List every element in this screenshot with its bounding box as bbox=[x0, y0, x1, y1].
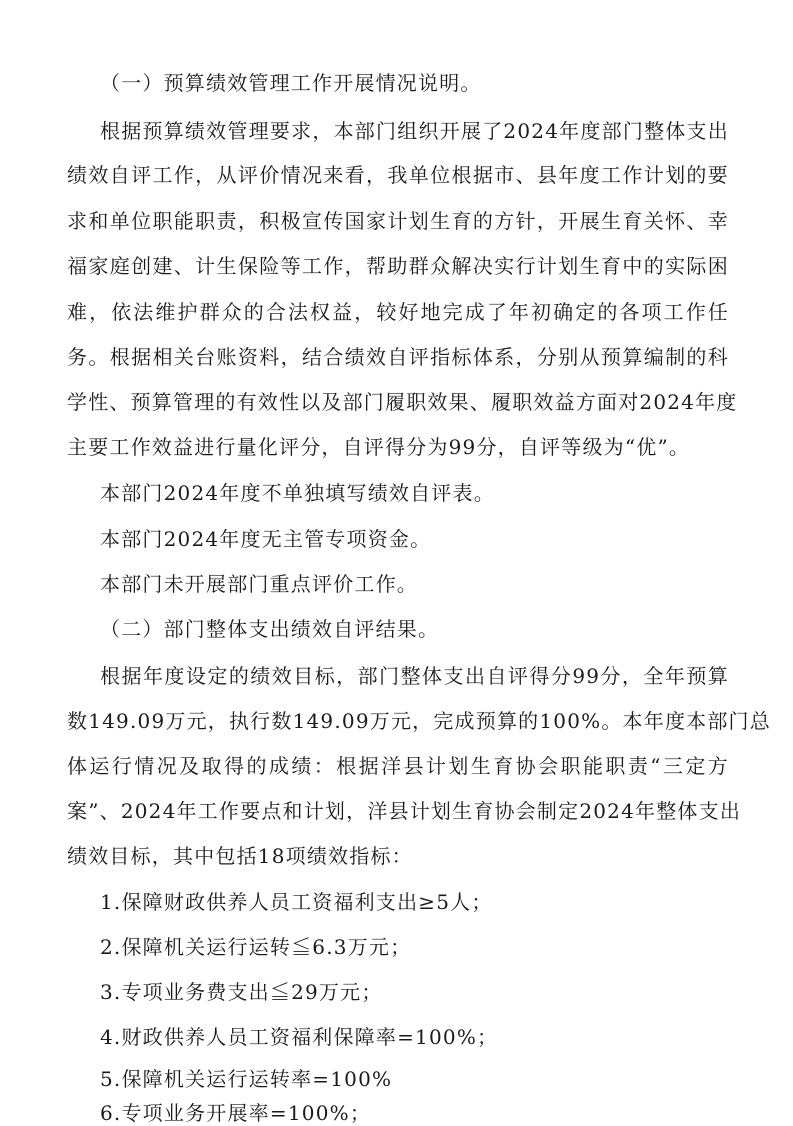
paragraph-line: 难，依法维护群众的合法权益，较好地完成了年初确定的各项工作任 bbox=[67, 300, 729, 324]
paragraph-line: 福家庭创建、计生保险等工作，帮助群众解决实行计划生育中的实际困 bbox=[67, 254, 729, 278]
list-item: 5.保障机关运行运转率=100% bbox=[100, 1067, 393, 1091]
section-heading-1: （一）预算绩效管理工作开展情况说明。 bbox=[100, 71, 482, 95]
list-item: 3.专项业务费支出≦29万元； bbox=[100, 980, 383, 1004]
statement-line: 本部门2024年度无主管专项资金。 bbox=[100, 527, 432, 551]
paragraph-line: 根据预算绩效管理要求，本部门组织开展了2024年度部门整体支出 bbox=[100, 119, 729, 143]
paragraph-line: 根据年度设定的绩效目标，部门整体支出自评得分99分，全年预算 bbox=[100, 664, 729, 688]
paragraph-line: 学性、预算管理的有效性以及部门履职效果、履职效益方面对2024年度 bbox=[67, 390, 738, 414]
list-item: 6.专项业务开展率=100%； bbox=[100, 1101, 372, 1125]
paragraph-line: 求和单位职能职责，积极宣传国家计划生育的方针，开展生育关怀、幸 bbox=[67, 209, 729, 233]
section-heading-2: （二）部门整体支出绩效自评结果。 bbox=[100, 617, 440, 641]
paragraph-line: 主要工作效益进行量化评分，自评得分为99分，自评等级为“优”。 bbox=[67, 435, 691, 459]
paragraph-line: 数149.09万元，执行数149.09万元，完成预算的100%。本年度本部门总 bbox=[67, 709, 771, 733]
paragraph-line: 案”、2024年工作要点和计划，洋县计划生育协会制定2024年整体支出 bbox=[67, 799, 742, 823]
list-item: 4.财政供养人员工资福利保障率=100%； bbox=[100, 1025, 499, 1049]
paragraph-line: 绩效自评工作，从评价情况来看，我单位根据市、县年度工作计划的要 bbox=[67, 163, 729, 187]
statement-line: 本部门未开展部门重点评价工作。 bbox=[100, 572, 418, 596]
statement-line: 本部门2024年度不单独填写绩效自评表。 bbox=[100, 481, 495, 505]
paragraph-line: 体运行情况及取得的成绩：根据洋县计划生育协会职能职责“三定方 bbox=[67, 754, 729, 778]
list-item: 1.保障财政供养人员工资福利支出≥5人； bbox=[100, 890, 493, 914]
paragraph-line: 务。根据相关台账资料，结合绩效自评指标体系，分别从预算编制的科 bbox=[67, 345, 729, 369]
paragraph-line: 绩效目标，其中包括18项绩效指标： bbox=[67, 844, 413, 868]
list-item: 2.保障机关运行运转≦6.3万元； bbox=[100, 935, 412, 959]
